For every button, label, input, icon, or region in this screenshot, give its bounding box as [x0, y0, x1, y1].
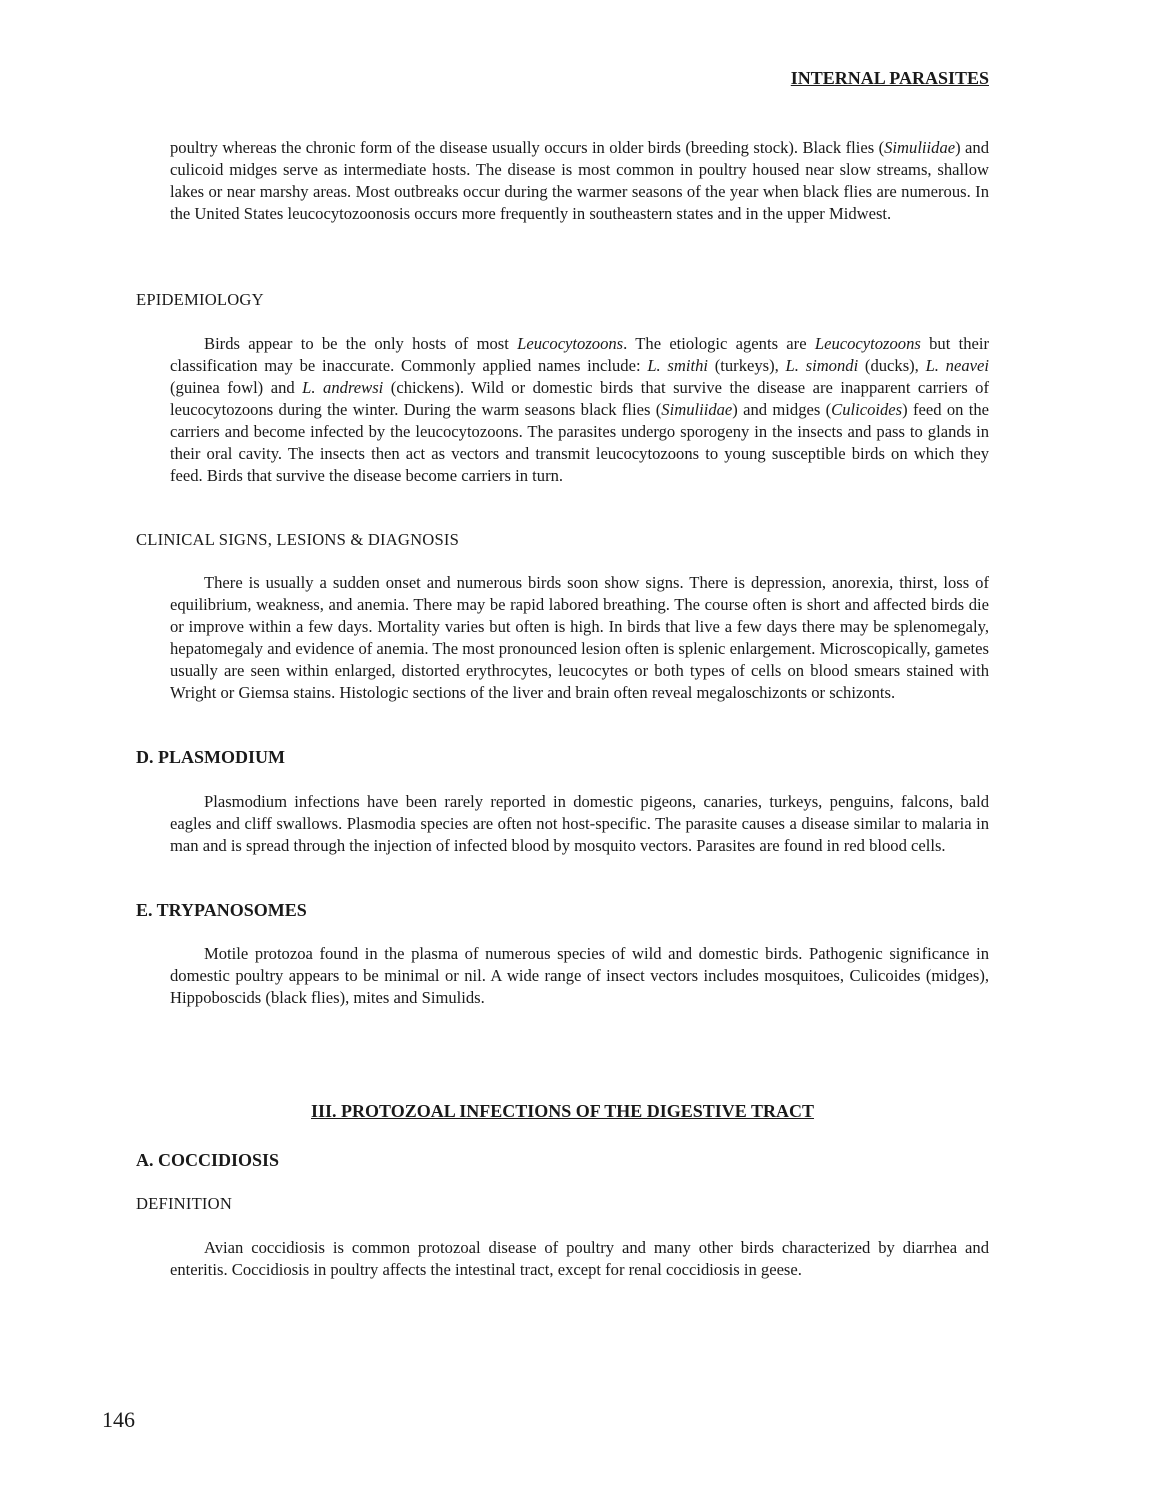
intro-paragraph	[170, 137, 989, 225]
plasmodium-heading: D. PLASMODIUM	[136, 747, 285, 767]
epi-text: . The etiologic agents are	[623, 334, 815, 353]
epidemiology-paragraph	[170, 333, 989, 487]
intro-italic: Simuliidae	[884, 138, 956, 157]
section-heading-text: III. PROTOZOAL INFECTIONS OF THE DIGESTIVE TRACT	[311, 1101, 814, 1121]
epi-italic: L. andrewsi	[302, 378, 384, 397]
page-number: 146	[102, 1407, 135, 1432]
trypanosomes-paragraph: Motile protozoa found in the plasma of numerous species of wild and domestic birds. Pathogenic significance in domestic poultry appears to be minimal or nil. A wide range of insect vectors includes mosquitoes, Culicoides (midges), Hippoboscids (black flies), mites and Simulids.	[170, 944, 989, 1007]
epi-italic: Simuliidae	[661, 400, 733, 419]
epi-text: (guinea fowl) and	[170, 378, 303, 397]
coccidiosis-paragraph: Avian coccidiosis is common protozoal disease of poultry and many other birds characterized by diarrhea and enteritis. Coccidiosis in poultry affects the intestinal tract, except for renal coccidiosis in geese.	[170, 1238, 989, 1279]
epi-text: ) feed on the carriers and become infected by the leucocytozoons. The parasites undergo sporogeny in the insects and pass to glands in their oral cavity. The insects then act as vectors and transmit leucocytozoons to young susceptible birds on which they feed. Birds that survive the disease become carriers in turn.	[170, 400, 990, 485]
epidemiology-heading: EPIDEMIOLOGY	[136, 290, 264, 309]
clinical-heading: CLINICAL SIGNS, LESIONS & DIAGNOSIS	[136, 530, 460, 549]
epi-text: (chickens). Wild or domestic birds that survive the disease are inapparent carriers of leucocytozoons during the winter. During the warm seasons black flies (	[170, 378, 989, 419]
epi-text: (ducks),	[858, 356, 926, 375]
running-header: INTERNAL PARASITES	[790, 68, 989, 88]
epi-italic: Leucocytozoons	[517, 334, 624, 353]
intro-text-2: ) and culicoid midges serve as intermediate hosts. The disease is most common in poultry housed near slow streams, shallow lakes or near marshy areas. Most outbreaks occur during the warmer seasons of the year when black flies are numerous. In the United States leucocytozoonosis occurs more frequently in southeastern states and in the upper Midwest.	[170, 138, 990, 223]
epi-italic: Leucocytozoons	[814, 334, 921, 353]
section-heading	[0, 1101, 1125, 1122]
intro-text-1: poultry whereas the chronic form of the disease usually occurs in older birds (breeding stock). Black flies	[170, 138, 875, 157]
epi-text: but their classification may be inaccurate. Commonly applied names include:	[170, 334, 989, 375]
coccidiosis-heading: A. COCCIDIOSIS	[136, 1150, 280, 1170]
definition-heading: DEFINITION	[136, 1194, 233, 1213]
epi-italic: L. smithi	[647, 356, 708, 375]
clinical-paragraph: There is usually a sudden onset and numerous birds soon show signs. There is depression, anorexia, thirst, loss of equilibrium, weakness, and anemia. There may be rapid labored breathing. The course often is short and affected birds die or improve within a few days. Mortality varies but often is high. In birds that live a few days there may be splenomegaly, hepatomegaly and evidence of anemia. The most pronounced lesion often is splenic enlargement. Microscopically, gametes usually are seen within enlarged, distorted erythrocytes, leucocytes or both types of cells on blood smears stained with Wright or Giemsa stains. Histologic sections of the liver and brain often reveal megaloschizonts or schizonts.	[170, 573, 989, 702]
epi-italic: L. simondi	[785, 356, 859, 375]
intro-paren: (	[878, 138, 885, 157]
epi-text: Birds appear to be the only hosts of most	[204, 334, 518, 353]
epi-text: ) and midges (	[732, 400, 832, 419]
epi-text: (turkeys),	[708, 356, 786, 375]
epi-italic: Culicoides	[831, 400, 903, 419]
trypanosomes-heading: E. TRYPANOSOMES	[136, 900, 307, 920]
epi-italic: L. neavei	[925, 356, 989, 375]
plasmodium-paragraph: Plasmodium infections have been rarely reported in domestic pigeons, canaries, turkeys, penguins, falcons, bald eagles and cliff swallows. Plasmodia species are often not host-specific. The parasite causes a disease similar to malaria in man and is spread through the injection of infected blood by mosquito vectors. Parasites are found in red blood cells.	[170, 792, 989, 855]
